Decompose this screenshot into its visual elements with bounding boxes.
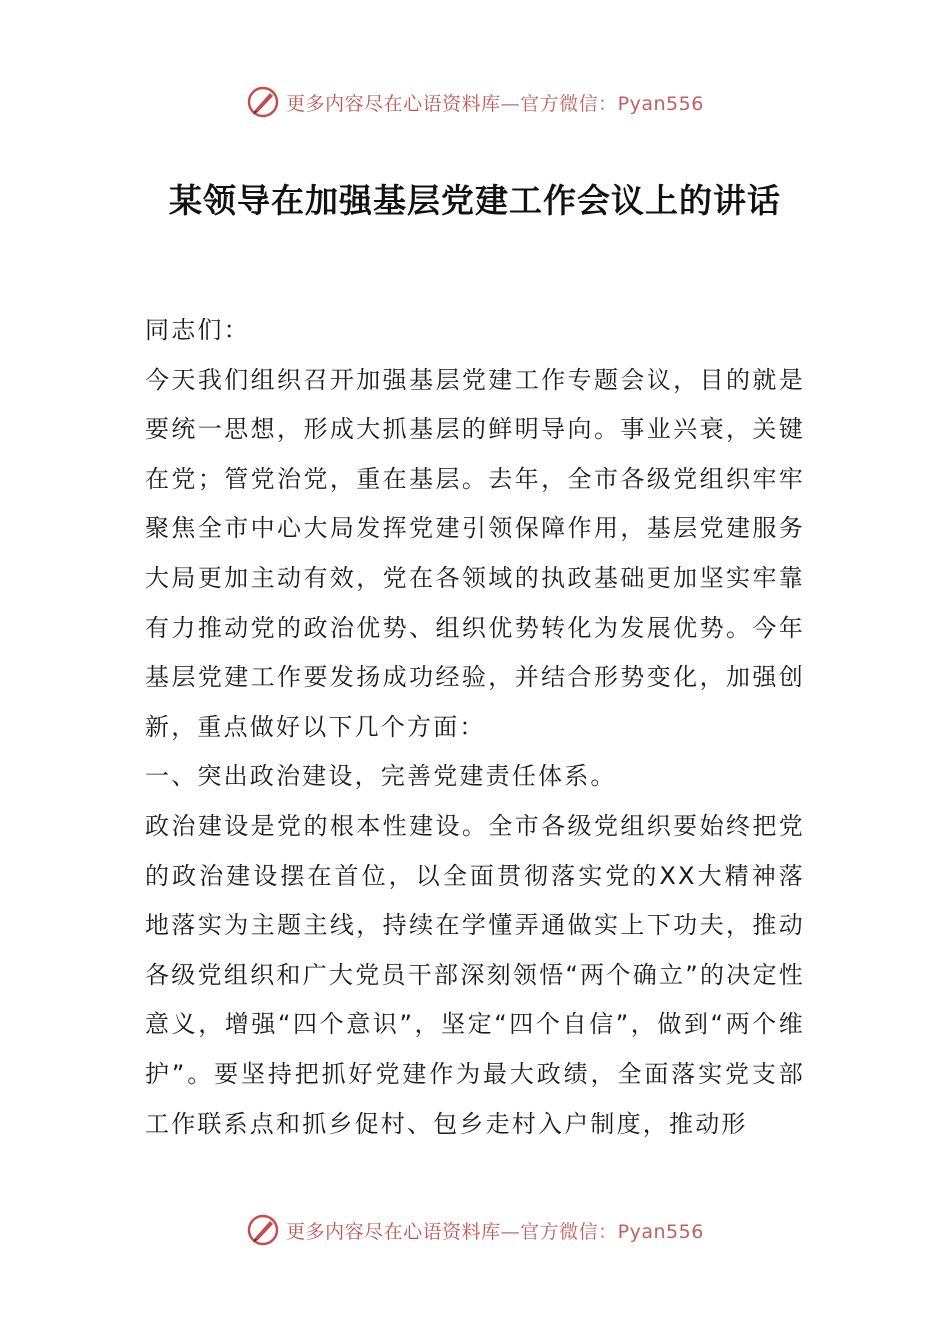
- pen-logo-icon: [246, 85, 280, 119]
- header-watermark: [0, 82, 950, 122]
- footer-watermark: [0, 1210, 950, 1250]
- watermark-text: [286, 1217, 704, 1244]
- document-body: [145, 306, 805, 1149]
- watermark-wechat: 官方微信：Pyan556: [520, 92, 704, 115]
- watermark-wechat: 官方微信：Pyan556: [520, 1220, 704, 1243]
- watermark-text: [286, 89, 704, 116]
- salutation: 同志们：: [145, 316, 250, 344]
- watermark-dash: —: [500, 1220, 521, 1243]
- paragraph-political-building: 政治建设是党的根本性建设。全市各级党组织要始终把党的政治建设摆在首位，以全面贯彻落实党的XX大精神落地落实为主题主线，持续在学懂弄通做实上下功夫，推动各级党组织和广大党员干部深刻领悟“两个确立”的决定性意义，增强“四个意识”，坚定“四个自信”，做到“两个维护”。要坚持把抓好党建作为最大政绩，全面落实党支部工作联系点和抓乡促村、包乡走村入户制度，推动形: [145, 811, 805, 1138]
- paragraph-intro: 今天我们组织召开加强基层党建工作专题会议，目的就是要统一思想，形成大抓基层的鲜明导向。事业兴衰，关键在党；管党治党，重在基层。去年，全市各级党组织牢牢聚焦全市中心大局发挥党建引领保障作用，基层党建服务大局更加主动有效，党在各领域的执政基础更加坚实牢靠有力推动党的政治优势、组织优势转化为发展优势。今年基层党建工作要发扬成功经验，并结合形势变化，加强创新，重点做好以下几个方面：: [145, 365, 805, 741]
- pen-logo-icon: [246, 1213, 280, 1247]
- watermark-main: 更多内容尽在心语资料库: [286, 1220, 501, 1243]
- section-heading-1: 一、突出政治建设，完善党建责任体系。: [145, 762, 617, 791]
- watermark-main: 更多内容尽在心语资料库: [286, 92, 501, 115]
- watermark-dash: —: [500, 92, 521, 115]
- document-title: 某领导在加强基层党建工作会议上的讲话: [169, 181, 781, 220]
